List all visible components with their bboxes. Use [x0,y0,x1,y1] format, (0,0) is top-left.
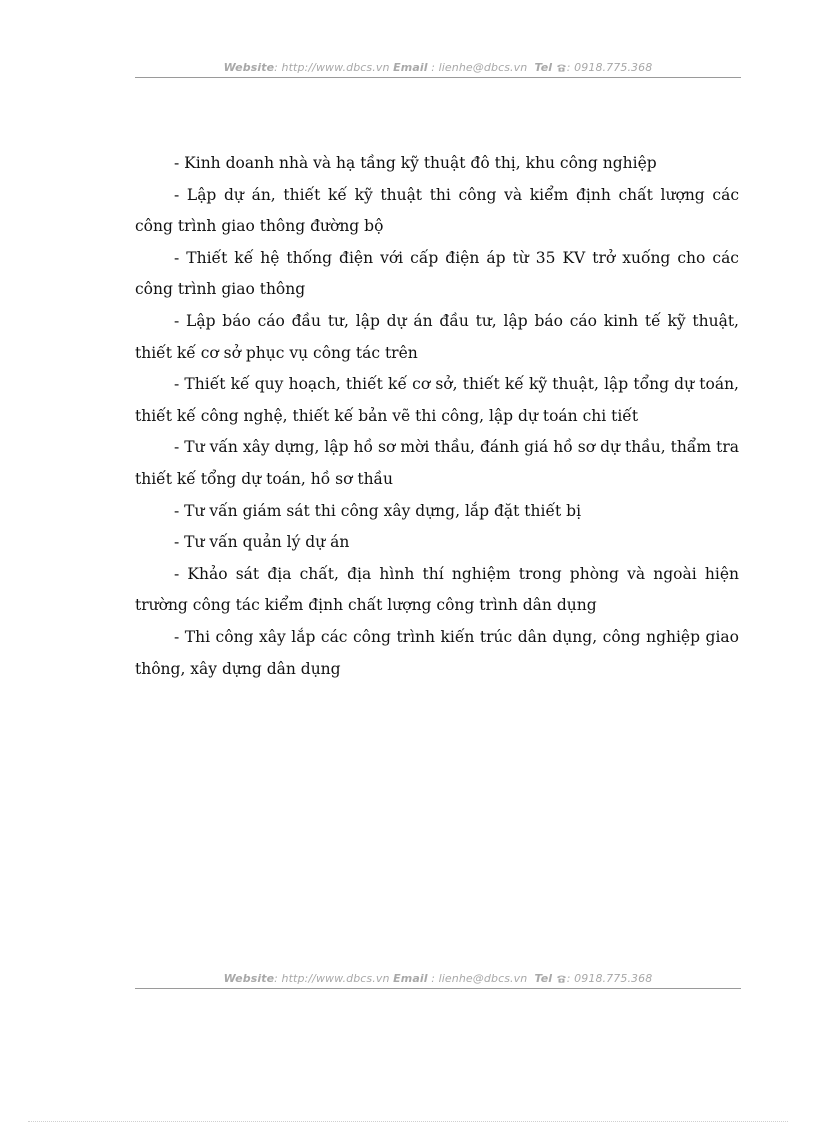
telephone-icon [556,62,567,71]
paragraph-5: - Thiết kế quy hoạch, thiết kế cơ sở, thiết kế kỹ thuật, lập tổng dự toán, thiết kế công nghệ, thiết kế bản vẽ thi công, lập dự toán chi tiết [135,375,739,425]
page-header [135,61,741,74]
footer-email-label: Email [393,972,428,985]
paragraph-2: - Lập dự án, thiết kế kỹ thuật thi công và kiểm định chất lượng các công trình giao thông đường bộ [135,185,739,236]
telephone-icon [556,973,567,982]
body-content [135,148,739,685]
header-website-label: Website [223,61,275,74]
paragraph-8: - Tư vấn quản lý dự án [174,533,350,552]
footer-website-link[interactable]: : http://www.dbcs.vn [274,972,390,985]
header-email-label: Email [393,61,428,74]
paragraph-1: - Kinh doanh nhà và hạ tầng kỹ thuật đô thị, khu công nghiệp [174,154,657,172]
paragraph-7: - Tư vấn giám sát thi công xây dựng, lắp đặt thiết bị [174,501,582,520]
paragraph-10: - Thi công xây lắp các công trình kiến trúc dân dụng, công nghiệp giao thông, xây dựng dân dụng [135,627,739,678]
paragraph-9: - Khảo sát địa chất, địa hình thí nghiệm trong phòng và ngoài hiện trường công tác kiểm định chất lượng công trình dân dụng [135,564,739,615]
paragraph-4: - Lập báo cáo đầu tư, lập dự án đầu tư, lập báo cáo kinh tế kỹ thuật, thiết kế cơ sở phục vụ công tác trên [135,311,739,362]
header-website-link[interactable]: : http://www.dbcs.vn [274,61,390,74]
page-bottom-edge [28,1121,788,1122]
header-divider [135,77,741,78]
header-tel-label: Tel [534,61,553,74]
footer-website-label: Website [223,972,275,985]
footer-email-link[interactable]: : lienhe@dbcs.vn [427,972,528,985]
footer-divider [135,988,741,989]
header-tel-value: : 0918.775.368 [566,61,653,74]
header-email-link[interactable]: : lienhe@dbcs.vn [427,61,528,74]
page-footer [135,972,741,985]
paragraph-3: - Thiết kế hệ thống điện với cấp điện áp từ 35 KV trở xuống cho các công trình giao thông [135,248,739,299]
paragraph-6: - Tư vấn xây dựng, lập hồ sơ mời thầu, đánh giá hồ sơ dự thầu, thẩm tra thiết kế tổng dự toán, hồ sơ thầu [135,438,739,488]
footer-tel-value: : 0918.775.368 [566,972,653,985]
footer-tel-label: Tel [534,972,553,985]
